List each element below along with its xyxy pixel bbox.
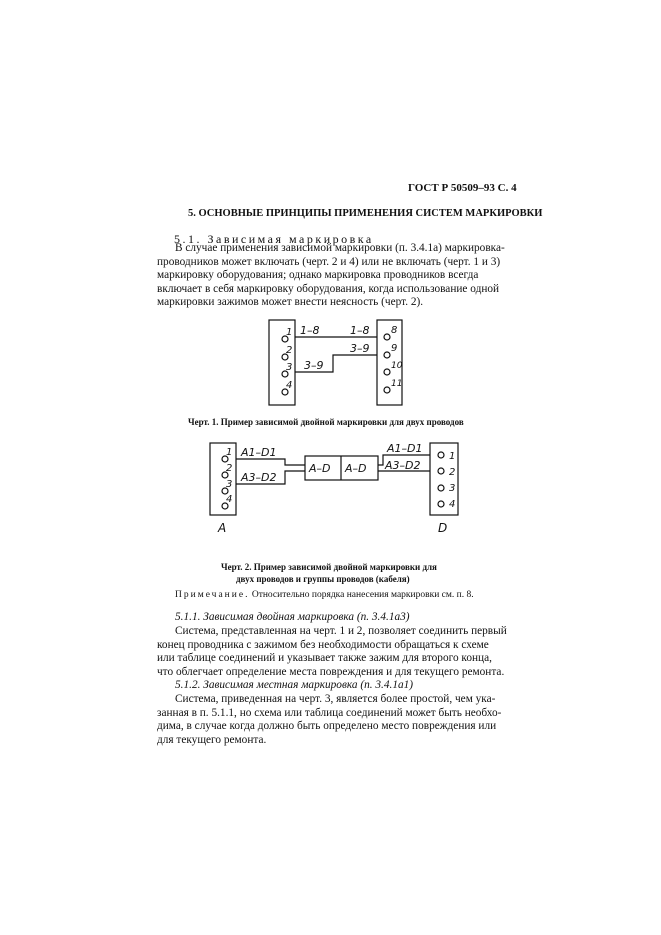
figure-2-diagram [205, 438, 470, 540]
text-line: В случае применения зависимой маркировки (п. 3.4.1а) маркировка- [175, 242, 505, 254]
text-line: Система, приведенная на черт. 3, является более простой, чем ука- [175, 693, 496, 705]
wire-label: 1–8 [300, 324, 320, 337]
text-line: занная в п. 5.1.1, но схема или таблица соединений может быть необхо- [157, 706, 502, 719]
terminal-label: 4 [286, 380, 293, 391]
terminal-label: 11 [391, 379, 403, 389]
terminal-circle [384, 334, 390, 340]
connector-label: A–D [345, 462, 367, 475]
terminal-label: 1 [449, 451, 456, 462]
wire-label: 1–8 [350, 324, 370, 337]
wire-label: A1–D1 [387, 442, 423, 455]
terminal-label: 4 [226, 494, 233, 505]
terminal-circle [438, 501, 444, 507]
terminal-label: 10 [391, 361, 403, 371]
paragraph-5-1 [157, 242, 517, 310]
terminal-circle [384, 369, 390, 375]
text-line: для текущего ремонта. [157, 733, 267, 746]
terminal-circle [384, 352, 390, 358]
page-header-ref: ГОСТ Р 50509–93 С. 4 [408, 182, 517, 194]
terminal-label: 3 [226, 479, 233, 490]
paragraph-5-1-1 [157, 625, 517, 679]
figure-1-diagram [262, 315, 422, 415]
text-line: что облегчает определение места повреждения и для текущего ремонта. [157, 665, 505, 678]
subsection-heading-5-1: 5.1. Зависимая маркировка [174, 232, 374, 246]
terminal-circle [438, 468, 444, 474]
device-label-d: D [438, 521, 448, 535]
subsection-heading-5-1-1: 5.1.1. Зависимая двойная маркировка (п. 3.4.1а3) [175, 611, 410, 623]
figure-2-caption-line-1: Черт. 2. Пример зависимой двойной маркировки для [221, 562, 437, 572]
terminal-circle [384, 387, 390, 393]
text-line: дима, в случае когда должно быть определено место повреждения или [157, 720, 497, 732]
device-label-a: A [218, 521, 227, 535]
paragraph-5-1-2 [157, 693, 517, 747]
terminal-label: 3 [449, 483, 456, 494]
wire-label: A3–D2 [385, 459, 421, 472]
figure-2-caption-line-2: двух проводов и группы проводов (кабеля) [236, 574, 410, 584]
note-text: Относительно порядка нанесения маркировки см. п. 8. [251, 590, 474, 600]
terminal-label: 9 [391, 343, 398, 354]
text-line: конец проводника с зажимом без необходимости обращаться к схеме [157, 638, 489, 651]
terminal-label: 3 [286, 362, 293, 373]
wire-label: 3–9 [304, 359, 324, 372]
text-line: включает в себя маркировку оборудования, когда использование одной [157, 282, 500, 295]
wire-label: A3–D2 [241, 471, 277, 484]
section-title: 5. ОСНОВНЫЕ ПРИНЦИПЫ ПРИМЕНЕНИЯ СИСТЕМ МАРКИРОВКИ [188, 208, 543, 219]
wire-label: 3–9 [350, 342, 370, 355]
text-line: Система, представленная на черт. 1 и 2, позволяет соединить первый [175, 625, 507, 637]
note [175, 590, 474, 600]
wire-a1-d1-left [236, 459, 305, 465]
text-line: или таблице соединений и указывает также зажим для второго конца, [157, 652, 492, 664]
text-line: маркировку оборудования; однако маркировка проводников всегда [157, 269, 479, 281]
terminal-circle [438, 485, 444, 491]
terminal-label: 2 [449, 467, 456, 478]
terminal-label: 8 [391, 325, 398, 336]
terminal-label: 4 [449, 499, 456, 510]
connector-label: A–D [309, 462, 331, 475]
wire-label: A1–D1 [241, 446, 277, 459]
terminal-label: 1 [286, 327, 293, 338]
note-label: Примечание. [175, 590, 250, 600]
text-line: маркировки зажимов может внести неясность (черт. 2). [157, 296, 424, 308]
figure-1-caption: Черт. 1. Пример зависимой двойной маркировки для двух проводов [188, 417, 464, 427]
subsection-heading-5-1-2: 5.1.2. Зависимая местная маркировка (п. 3.4.1а1) [175, 679, 414, 691]
terminal-circle [438, 452, 444, 458]
terminal-label: 2 [226, 463, 233, 474]
text-line: проводников может включать (черт. 2 и 4) или не включать (черт. 1 и 3) [157, 255, 501, 268]
terminal-label: 2 [286, 345, 293, 356]
terminal-label: 1 [226, 447, 233, 458]
